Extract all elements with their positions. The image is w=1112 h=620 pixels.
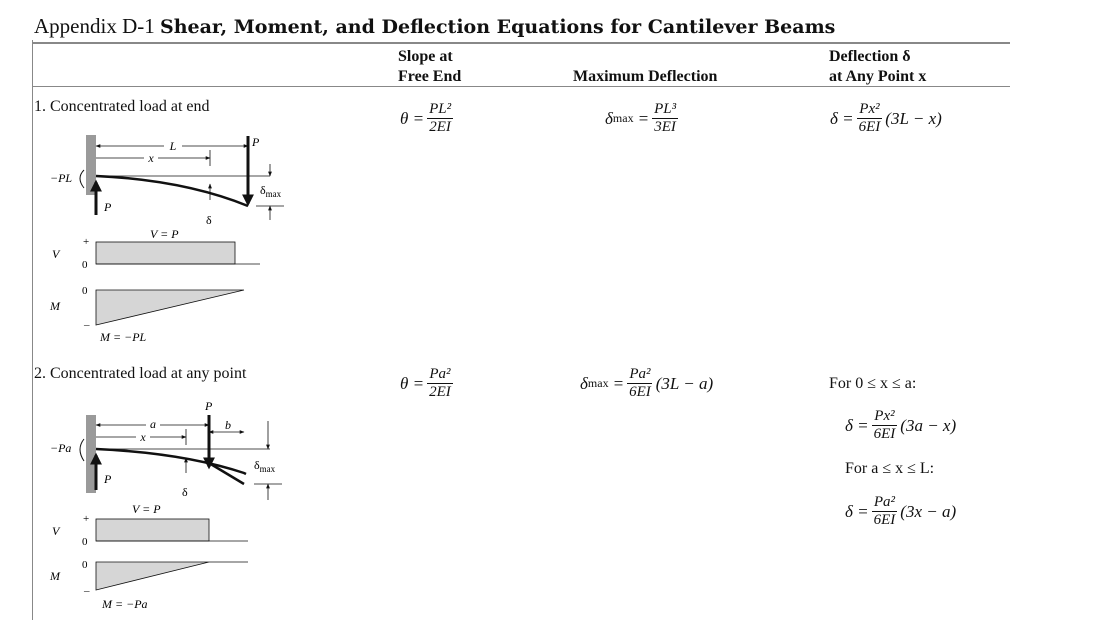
delta-label: δ — [182, 485, 188, 499]
load-label: P — [205, 399, 213, 413]
case-2-diagram — [34, 395, 294, 620]
page-title — [34, 14, 835, 39]
column-header-max-deflection: Maximum Deflection — [573, 68, 718, 85]
reaction-label: P — [104, 200, 112, 214]
fraction: $\frac{\text{PL²}}{2EI}$ — [429, 101, 452, 135]
fraction: $\frac{\text{Pa²}}{2EI}$ — [429, 366, 451, 400]
fraction: $\frac{\text{Pa²}}{6EI}$ — [629, 366, 651, 400]
moment-zero-label: 0 — [82, 559, 88, 571]
moment-label: −Pa — [50, 441, 72, 455]
shear-diagram — [96, 242, 235, 264]
moment-value-label: M = −Pa — [102, 597, 148, 611]
appendix-label: Appendix D-1 — [34, 14, 155, 38]
title-rule — [32, 42, 1010, 44]
case-2-max-deflection-equation: δ max = $\frac{\text{Pa²}}{6EI}$ (3L − a) — [580, 366, 714, 400]
case-1-slope-equation: θ = $\frac{\text{PL²}}{2EI}$ — [400, 101, 452, 135]
moment-value-label: M = −PL — [100, 330, 147, 344]
moment-diagram — [96, 290, 244, 325]
moment-diagram — [96, 562, 209, 590]
fraction: $\frac{\text{Px²}}{6EI}$ — [873, 408, 896, 442]
fraction: $\frac{\text{Pa²}}{6EI}$ — [873, 494, 896, 528]
plus-sign: + — [83, 236, 90, 248]
moment-label: −PL — [50, 171, 73, 185]
a-label: a — [150, 417, 156, 431]
case-1-max-deflection-equation: δ max = $\frac{\text{PL³}}{3EI}$ — [605, 101, 677, 135]
load-label: P — [252, 135, 260, 149]
title-text: Shear, Moment, and Deflection Equations for Cantilever Beams — [159, 16, 836, 38]
minus-sign: – — [84, 319, 90, 331]
zero-label: 0 — [82, 259, 88, 271]
moment-axis-label: M — [50, 299, 60, 313]
x-label: x — [148, 151, 154, 165]
column-header-slope: Slope at Free End — [398, 48, 462, 85]
case-2-deflection-equation-1: δ = $\frac{\text{Px²}}{6EI}$ (3a − x) — [845, 408, 957, 442]
case-1-diagram — [34, 120, 294, 350]
delta-max-label: $\delta_{max}$ — [260, 183, 282, 199]
shear-diagram — [96, 519, 209, 541]
case-2-title: 2. Concentrated load at any point — [34, 365, 247, 382]
length-label: L — [169, 139, 177, 153]
delta-max-label: $\delta_{max}$ — [254, 458, 276, 474]
case-2-condition-1: For 0 ≤ x ≤ a: — [829, 375, 917, 392]
minus-sign: – — [84, 585, 90, 597]
moment-arc — [80, 170, 84, 188]
zero-label: 0 — [82, 536, 88, 548]
moment-arc — [80, 439, 84, 461]
case-1-deflection-equation: δ = $\frac{\text{Px²}}{6EI}$ (3L − x) — [830, 101, 942, 135]
case-1-title: 1. Concentrated load at end — [34, 98, 210, 115]
deflected-beam-tip — [209, 463, 244, 484]
reaction-label: P — [104, 472, 112, 486]
x-label: x — [140, 430, 146, 444]
fraction: $\frac{\text{Px²}}{6EI}$ — [858, 101, 881, 135]
b-label: b — [225, 418, 231, 432]
column-header-deflection: Deflection δ at Any Point x — [829, 48, 927, 85]
plus-sign: + — [83, 513, 90, 525]
fraction: $\frac{\text{PL³}}{3EI}$ — [654, 101, 677, 135]
moment-zero-label: 0 — [82, 285, 88, 297]
deflected-beam — [96, 176, 248, 206]
shear-axis-label: V — [52, 247, 60, 261]
case-2-deflection-equation-2: δ = $\frac{\text{Pa²}}{6EI}$ (3x − a) — [845, 494, 957, 528]
case-2-condition-2: For a ≤ x ≤ L: — [845, 460, 935, 477]
case-2-slope-equation: θ = $\frac{\text{Pa²}}{2EI}$ — [400, 366, 451, 400]
moment-axis-label: M — [50, 569, 60, 583]
left-border — [32, 40, 33, 620]
shear-value-label: V = P — [132, 502, 161, 516]
delta-label: δ — [206, 213, 212, 227]
shear-axis-label: V — [52, 524, 60, 538]
shear-value-label: V = P — [150, 227, 179, 241]
